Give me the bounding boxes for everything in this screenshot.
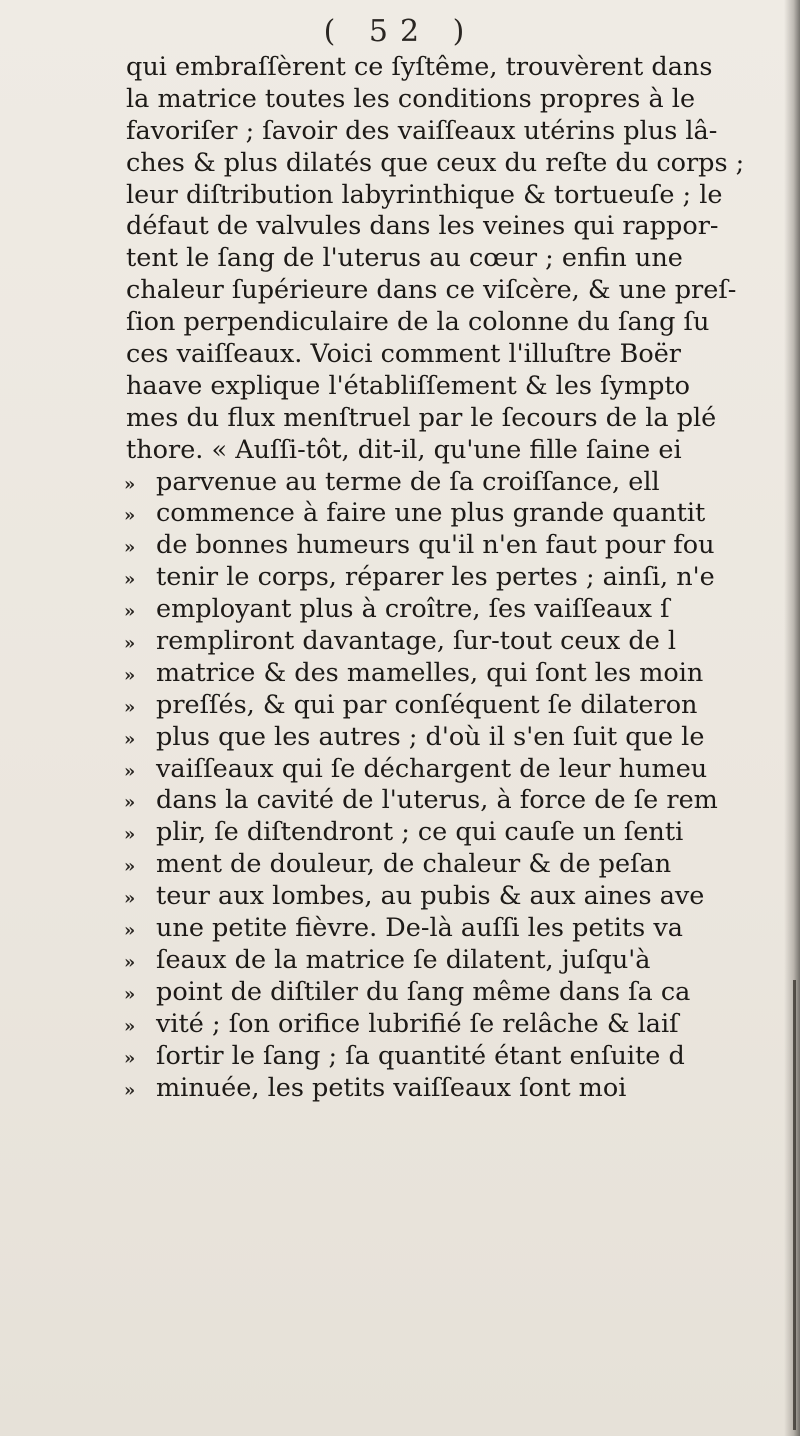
quoted-text: minuée, les petits vaiſſeaux ſont moi [156,1072,627,1103]
quoted-text: plir, ſe diſtendront ; ce qui cauſe un ſenti [156,817,684,848]
quoted-text: employant plus à croître, ſes vaiſſeaux ſ [156,594,670,625]
quote-mark: » [124,1079,136,1101]
quoted-line [126,658,800,690]
quoted-text: matrice & des mamelles, qui ſont les moin [156,657,704,688]
quote-mark: » [124,1047,136,1069]
page-number: ( 52 ) [323,14,477,49]
quoted-text: de bonnes humeurs qu'il n'en faut pour fou [156,530,715,561]
quoted-line [126,785,800,817]
quote-mark: » [124,951,136,973]
quoted-text: plus que les autres ; d'où il s'en ſuit que le [156,721,705,752]
quoted-text: vité ; ſon orifice lubrifié ſe relâche & laiſ [156,1008,679,1039]
quote-mark: » [124,473,136,495]
quoted-line [126,913,800,945]
quoted-text: dans la cavité de l'uterus, à force de ſe rem [156,785,718,816]
quoted-text: une petite fièvre. De-là auſſi les petits va [156,913,683,944]
quoted-line [126,690,800,722]
text-line: haave explique l'établiſſement & les ſympto [126,370,691,401]
quote-mark: » [124,569,136,591]
quote-mark: » [124,792,136,814]
quoted-line [126,626,800,658]
text-line: ces vaiſſeaux. Voici comment l'illuſtre Boër [126,339,681,370]
quoted-line [126,562,800,594]
quote-mark: » [124,505,136,527]
quoted-line [126,498,800,530]
quoted-text: commence à faire une plus grande quantit [156,498,706,529]
quote-mark: » [124,664,136,686]
text-line: tent le ſang de l'uterus au cœur ; enfin une [126,243,683,274]
quote-mark: » [124,728,136,750]
body-text [126,52,800,1104]
quote-mark: » [124,856,136,878]
quoted-text: ſeaux de la matrice ſe dilatent, juſqu'à [156,944,651,975]
quote-mark: » [124,696,136,718]
quoted-text: point de diſtiler du ſang même dans ſa ca [156,976,691,1007]
quoted-line [126,849,800,881]
quoted-line [126,467,800,499]
quoted-line [126,945,800,977]
quote-mark: » [124,1015,136,1037]
text-line: favoriſer ; ſavoir des vaiſſeaux utérins plus lâ- [126,115,718,146]
quoted-line [126,881,800,913]
text-line: qui embraſſèrent ce ſyſtême, trouvèrent dans [126,52,713,82]
text-line: chaleur ſupérieure dans ce viſcère, & une preſ- [126,275,737,306]
text-line: ches & plus dilatés que ceux du reſte du corps ; [126,147,745,178]
quoted-text: rempliront davantage, ſur-tout ceux de l [156,626,677,657]
text-line: défaut de valvules dans les veines qui rappor- [126,211,719,242]
quoted-text: tenir le corps, réparer les pertes ; ainſi, n'e [156,562,715,593]
quoted-text: teur aux lombes, au pubis & aux aines ave [156,881,705,912]
quoted-line [126,530,800,562]
quote-mark: » [124,537,136,559]
quoted-line [126,817,800,849]
quoted-line [126,594,800,626]
quote-mark: » [124,601,136,623]
quoted-line [126,1073,800,1105]
quoted-line [126,1041,800,1073]
quote-mark: » [124,760,136,782]
quoted-line [126,754,800,786]
quoted-line [126,977,800,1009]
quote-mark: » [124,920,136,942]
text-line: thore. « Auſſi-tôt, dit-il, qu'une fille ſaine ei [126,434,682,465]
quote-mark: » [124,888,136,910]
quoted-line [126,1009,800,1041]
text-line: mes du flux menſtruel par le ſecours de la plé [126,402,717,433]
quote-mark: » [124,983,136,1005]
quoted-text: parvenue au terme de ſa croiſſance, ell [156,466,660,497]
quoted-text: preſſés, & qui par conſéquent ſe dilateron [156,689,698,720]
quoted-text: ſortir le ſang ; ſa quantité étant enſuite d [156,1040,685,1071]
text-line: ſion perpendiculaire de la colonne du ſang ſu [126,307,710,338]
text-line: leur diſtribution labyrinthique & tortueuſe ; le [126,179,723,210]
text-line: la matrice toutes les conditions propres à le [126,83,696,114]
quoted-text: vaiſſeaux qui ſe déchargent de leur humeu [156,753,708,784]
quoted-text: ment de douleur, de chaleur & de peſan [156,849,672,880]
quote-mark: » [124,633,136,655]
quote-mark: » [124,824,136,846]
quoted-line [126,722,800,754]
